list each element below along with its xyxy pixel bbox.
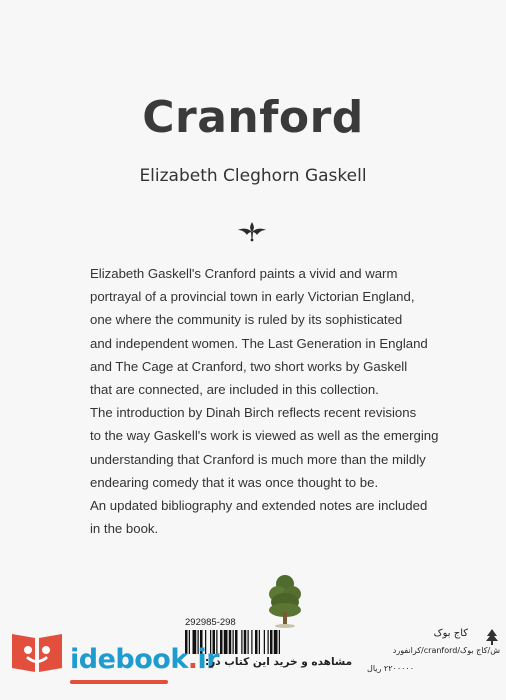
- blurb-line: in the book.: [90, 521, 159, 537]
- open-book-icon: [8, 628, 66, 676]
- publisher-path: ش/کاج بوک/cranford/کرانفورد: [392, 646, 500, 655]
- brand-main: idebook: [70, 644, 188, 675]
- brand-underline: [70, 680, 168, 684]
- book-title: Cranford: [142, 92, 364, 143]
- blurb-line: An updated bibliography and extended notes are included: [90, 498, 428, 514]
- ad-text: مشاهده و خرید این کتاب در:: [205, 656, 353, 668]
- blurb-line: that are connected, are included in this collection.: [90, 382, 379, 398]
- publisher-name: کاج بوک: [433, 628, 468, 639]
- blurb-line: understanding that Cranford is much more than the mildly: [90, 451, 426, 467]
- book-author: Elizabeth Cleghorn Gaskell: [139, 166, 367, 186]
- pine-logo-icon: [484, 628, 500, 646]
- fleuron-ornament-icon: [236, 218, 268, 242]
- brand-tld: ir: [197, 644, 220, 675]
- blurb-line: and The Cage at Cranford, two short works by Gaskell: [90, 358, 408, 374]
- blurb-line: Elizabeth Gaskell's Cranford paints a vivid and warm: [90, 266, 398, 281]
- barcode-number: 292985-298: [185, 617, 236, 628]
- book-blurb: [90, 262, 439, 540]
- tree-icon: [265, 572, 305, 628]
- blurb-line: endearing comedy that it was once thought to be.: [90, 474, 379, 490]
- book-price: ۲۲۰۰۰۰۰ ریال: [367, 664, 414, 673]
- publisher-label: [318, 628, 504, 682]
- blurb-line: portrayal of a provincial town in early Victorian England,: [90, 289, 415, 305]
- brand-dot: .: [187, 644, 198, 675]
- blurb-line: The introduction by Dinah Birch reflects recent revisions: [90, 405, 417, 421]
- blurb-line: to the way Gaskell's work is viewed as well as the emerging: [90, 428, 439, 444]
- ad-brand-name[interactable]: [70, 644, 219, 675]
- blurb-line: and independent women. The Last Generation in England: [90, 335, 428, 351]
- blurb-line: one where the community is ruled by its sophisticated: [90, 312, 403, 328]
- ad-banner[interactable]: [0, 628, 353, 700]
